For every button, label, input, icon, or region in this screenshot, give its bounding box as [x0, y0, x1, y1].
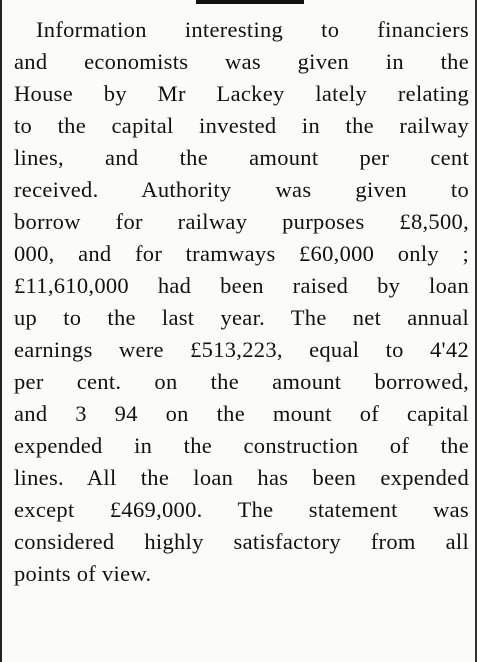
article-line: House by Mr Lackey lately relating	[14, 81, 469, 106]
article-line: up to the last year. The net annual	[14, 305, 469, 330]
article-line: and 3 94 on the mount of capital	[14, 401, 469, 426]
article-line: considered highly satisfactory from all	[14, 529, 469, 554]
article-line: lines, and the amount per cent	[14, 145, 469, 170]
article-line: expended in the construction of the	[14, 433, 469, 458]
article-line: borrow for railway purposes £8,500,	[14, 209, 469, 234]
article-line: received. Authority was given to	[14, 177, 469, 202]
article-line: lines. All the loan has been expended	[14, 465, 469, 490]
article-line: earnings were £513,223, equal to 4'42	[14, 337, 469, 362]
article-line: £11,610,000 had been raised by loan	[14, 273, 469, 298]
article-line: except £469,000. The statement was	[14, 497, 469, 522]
article-body	[14, 14, 469, 590]
article-line: Information interesting to financiers	[36, 17, 469, 42]
article-line: points of view.	[14, 561, 152, 586]
top-rule	[196, 0, 304, 4]
article-line: to the capital invested in the railway	[14, 113, 469, 138]
left-column-rule	[0, 0, 2, 662]
article-line: 000, and for tramways £60,000 only ;	[14, 241, 469, 266]
article-line: and economists was given in the	[14, 49, 469, 74]
article-line: per cent. on the amount borrowed,	[14, 369, 469, 394]
